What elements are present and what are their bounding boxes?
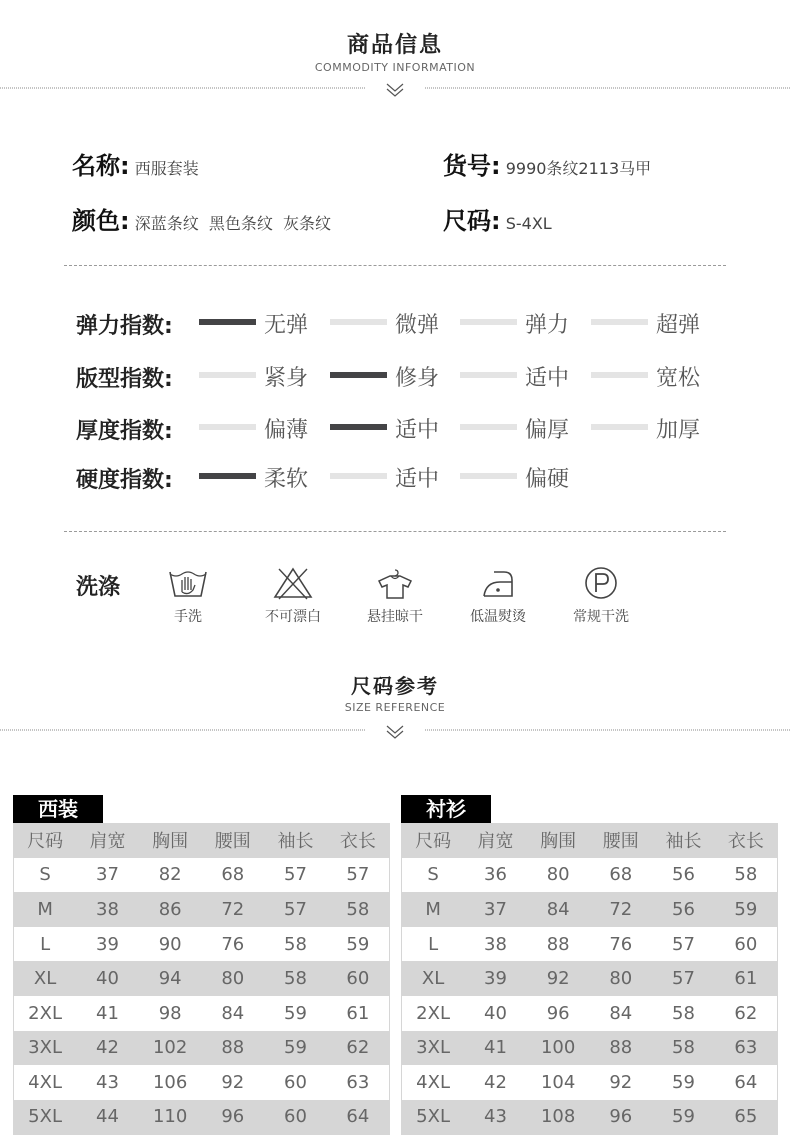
name-row xyxy=(72,146,199,181)
index-label: 硬度指数: xyxy=(76,468,173,493)
table-header-cell: 腰围 xyxy=(201,823,264,858)
table-cell: 4XL xyxy=(402,1065,465,1100)
table-cell: 41 xyxy=(76,996,139,1031)
no-bleach-icon xyxy=(271,566,315,600)
index-option: 紧身 xyxy=(264,366,309,391)
size-value: S-4XL xyxy=(505,214,552,233)
wash-item-low-iron xyxy=(453,566,543,626)
table-cell: 59 xyxy=(264,996,327,1031)
index-bar xyxy=(591,319,648,325)
table-cell: 43 xyxy=(76,1065,139,1100)
shirt-table-tag: 衬衫 xyxy=(401,795,491,823)
table-cell: 59 xyxy=(652,1100,715,1135)
wash-item-hang-dry xyxy=(350,566,440,626)
table-row xyxy=(402,1100,778,1135)
table-cell: 90 xyxy=(139,927,202,962)
table-cell: 62 xyxy=(715,996,778,1031)
table-cell: 60 xyxy=(715,927,778,962)
table-cell: 110 xyxy=(139,1100,202,1135)
table-row xyxy=(14,961,390,996)
table-header-cell: 袖长 xyxy=(652,823,715,858)
sku-label: 货号: xyxy=(443,152,501,180)
wash-label: 低温熨烫 xyxy=(470,609,526,625)
table-cell: 42 xyxy=(76,1031,139,1066)
low-iron-icon xyxy=(476,566,520,600)
commodity-section-title xyxy=(0,28,790,74)
table-header-cell: 尺码 xyxy=(402,823,465,858)
wash-label: 悬挂晾干 xyxy=(367,609,423,625)
table-cell: 94 xyxy=(139,961,202,996)
table-cell: 43 xyxy=(464,1100,527,1135)
table-cell: XL xyxy=(402,961,465,996)
table-cell: 92 xyxy=(527,961,590,996)
table-row xyxy=(402,961,778,996)
size-title-en: SIZE REFERENCE xyxy=(344,701,446,714)
index-option: 柔软 xyxy=(264,467,309,492)
table-cell: M xyxy=(402,892,465,927)
table-header-cell: 胸围 xyxy=(139,823,202,858)
size-row xyxy=(443,201,552,236)
table-cell: 63 xyxy=(327,1065,390,1100)
table-cell: 57 xyxy=(264,858,327,893)
table-cell: 80 xyxy=(589,961,652,996)
commodity-title-cn: 商品信息 xyxy=(346,33,443,58)
index-bar xyxy=(460,424,517,430)
section-divider xyxy=(0,80,790,100)
table-cell: 72 xyxy=(201,892,264,927)
table-cell: 5XL xyxy=(402,1100,465,1135)
index-bar-selected xyxy=(330,372,387,378)
table-cell: 38 xyxy=(464,927,527,962)
table-cell: 38 xyxy=(76,892,139,927)
table-cell: XL xyxy=(14,961,77,996)
sku-row xyxy=(443,146,651,181)
table-cell: L xyxy=(402,927,465,962)
table-cell: 61 xyxy=(715,961,778,996)
table-cell: 96 xyxy=(589,1100,652,1135)
table-cell: 58 xyxy=(652,996,715,1031)
table-header-cell: 衣长 xyxy=(327,823,390,858)
table-cell: 59 xyxy=(652,1065,715,1100)
size-title-cn: 尺码参考 xyxy=(351,674,439,698)
table-cell: 80 xyxy=(201,961,264,996)
table-row xyxy=(14,1100,390,1135)
table-cell: 108 xyxy=(527,1100,590,1135)
table-cell: 57 xyxy=(327,858,390,893)
table-cell: 72 xyxy=(589,892,652,927)
table-row xyxy=(402,1065,778,1100)
index-bar xyxy=(460,319,517,325)
table-cell: 96 xyxy=(527,996,590,1031)
table-cell: 68 xyxy=(589,858,652,893)
table-cell: 58 xyxy=(652,1031,715,1066)
table-cell: 102 xyxy=(139,1031,202,1066)
table-cell: 57 xyxy=(652,927,715,962)
table-cell: 59 xyxy=(715,892,778,927)
wash-item-hand-wash xyxy=(143,566,233,626)
table-cell: 60 xyxy=(264,1100,327,1135)
table-cell: 42 xyxy=(464,1065,527,1100)
table-cell: 58 xyxy=(264,927,327,962)
table-cell: 88 xyxy=(527,927,590,962)
table-row xyxy=(14,1065,390,1100)
table-cell: 60 xyxy=(327,961,390,996)
index-option: 微弹 xyxy=(395,313,440,338)
table-cell: 57 xyxy=(264,892,327,927)
index-option: 偏硬 xyxy=(525,467,570,492)
table-cell: 88 xyxy=(201,1031,264,1066)
index-label: 弹力指数: xyxy=(76,314,173,339)
table-cell: 56 xyxy=(652,892,715,927)
table-cell: 3XL xyxy=(402,1031,465,1066)
table-row xyxy=(14,1031,390,1066)
table-cell: 2XL xyxy=(14,996,77,1031)
index-label: 版型指数: xyxy=(76,367,173,392)
table-cell: S xyxy=(402,858,465,893)
index-option: 偏薄 xyxy=(264,418,309,443)
index-option: 适中 xyxy=(395,418,440,443)
table-cell: 2XL xyxy=(402,996,465,1031)
section-divider xyxy=(0,722,790,742)
index-bar xyxy=(460,372,517,378)
table-cell: 65 xyxy=(715,1100,778,1135)
index-bar xyxy=(591,424,648,430)
table-cell: 76 xyxy=(589,927,652,962)
sku-value: 9990条纹2113马甲 xyxy=(505,159,652,178)
table-cell: 61 xyxy=(327,996,390,1031)
table-cell: 88 xyxy=(589,1031,652,1066)
table-cell: 68 xyxy=(201,858,264,893)
table-header-cell: 肩宽 xyxy=(464,823,527,858)
table-header-row xyxy=(14,823,390,858)
index-option: 宽松 xyxy=(656,366,701,391)
table-cell: 36 xyxy=(464,858,527,893)
table-cell: 84 xyxy=(589,996,652,1031)
table-cell: 58 xyxy=(264,961,327,996)
table-cell: 100 xyxy=(527,1031,590,1066)
table-cell: 92 xyxy=(201,1065,264,1100)
index-bar xyxy=(199,372,256,378)
color-label: 颜色: xyxy=(72,207,130,235)
table-cell: M xyxy=(14,892,77,927)
wash-item-no-bleach xyxy=(248,566,338,626)
table-cell: 63 xyxy=(715,1031,778,1066)
dashed-divider xyxy=(64,265,726,266)
index-label: 厚度指数: xyxy=(76,419,173,444)
table-header-cell: 胸围 xyxy=(527,823,590,858)
table-cell: 84 xyxy=(201,996,264,1031)
table-cell: 84 xyxy=(527,892,590,927)
table-cell: 3XL xyxy=(14,1031,77,1066)
table-row xyxy=(402,996,778,1031)
size-label: 尺码: xyxy=(443,207,501,235)
name-label: 名称: xyxy=(72,152,130,180)
table-cell: 57 xyxy=(652,961,715,996)
index-option: 加厚 xyxy=(656,418,701,443)
index-option: 适中 xyxy=(525,366,570,391)
table-cell: 37 xyxy=(464,892,527,927)
table-cell: 76 xyxy=(201,927,264,962)
table-cell: 37 xyxy=(76,858,139,893)
color-value: 深蓝条纹 黑色条纹 灰条纹 xyxy=(134,214,332,233)
index-bar-selected xyxy=(330,424,387,430)
table-cell: 64 xyxy=(715,1065,778,1100)
hand-wash-icon xyxy=(166,566,210,600)
hang-dry-icon xyxy=(373,566,417,600)
index-option: 超弹 xyxy=(656,313,701,338)
dashed-divider xyxy=(64,531,726,532)
table-cell: 86 xyxy=(139,892,202,927)
table-cell: 41 xyxy=(464,1031,527,1066)
index-option: 偏厚 xyxy=(525,418,570,443)
table-cell: 44 xyxy=(76,1100,139,1135)
table-header-cell: 尺码 xyxy=(14,823,77,858)
table-row xyxy=(402,858,778,893)
index-option: 修身 xyxy=(395,366,440,391)
wash-title: 洗涤 xyxy=(76,575,121,600)
table-cell: 64 xyxy=(327,1100,390,1135)
color-row xyxy=(72,201,331,236)
index-bar xyxy=(591,372,648,378)
commodity-title-en: COMMODITY INFORMATION xyxy=(314,61,476,74)
table-row xyxy=(14,892,390,927)
table-header-cell: 肩宽 xyxy=(76,823,139,858)
table-row xyxy=(14,858,390,893)
index-bar-selected xyxy=(199,473,256,479)
table-cell: 40 xyxy=(464,996,527,1031)
suit-table-tag: 西装 xyxy=(13,795,103,823)
table-cell: 92 xyxy=(589,1065,652,1100)
table-row xyxy=(402,892,778,927)
table-row xyxy=(14,996,390,1031)
index-bar-selected xyxy=(199,319,256,325)
table-cell: 62 xyxy=(327,1031,390,1066)
table-header-cell: 衣长 xyxy=(715,823,778,858)
index-bar xyxy=(460,473,517,479)
table-cell: 56 xyxy=(652,858,715,893)
table-cell: 59 xyxy=(264,1031,327,1066)
index-bar xyxy=(330,473,387,479)
table-cell: 58 xyxy=(327,892,390,927)
table-cell: 104 xyxy=(527,1065,590,1100)
table-cell: 40 xyxy=(76,961,139,996)
table-cell: 82 xyxy=(139,858,202,893)
table-cell: 106 xyxy=(139,1065,202,1100)
dry-clean-p-icon xyxy=(579,566,623,600)
table-cell: 39 xyxy=(464,961,527,996)
wash-label: 手洗 xyxy=(174,609,202,625)
table-header-cell: 腰围 xyxy=(589,823,652,858)
table-cell: 98 xyxy=(139,996,202,1031)
table-cell: L xyxy=(14,927,77,962)
table-cell: 5XL xyxy=(14,1100,77,1135)
table-cell: 39 xyxy=(76,927,139,962)
index-bar xyxy=(199,424,256,430)
table-cell: 60 xyxy=(264,1065,327,1100)
table-cell: 58 xyxy=(715,858,778,893)
shirt-size-table xyxy=(401,823,778,1135)
wash-label: 常规干洗 xyxy=(573,609,629,625)
index-option: 适中 xyxy=(395,467,440,492)
table-cell: 96 xyxy=(201,1100,264,1135)
index-option: 无弹 xyxy=(264,313,309,338)
suit-size-table xyxy=(13,823,390,1135)
index-option: 弹力 xyxy=(525,313,570,338)
table-cell: S xyxy=(14,858,77,893)
table-row xyxy=(14,927,390,962)
table-cell: 4XL xyxy=(14,1065,77,1100)
name-value: 西服套装 xyxy=(134,159,199,178)
table-row xyxy=(402,927,778,962)
index-bar xyxy=(330,319,387,325)
table-row xyxy=(402,1031,778,1066)
wash-label: 不可漂白 xyxy=(265,609,321,625)
table-cell: 59 xyxy=(327,927,390,962)
wash-item-dry-clean xyxy=(556,566,646,626)
table-cell: 80 xyxy=(527,858,590,893)
size-section-title xyxy=(0,670,790,714)
table-header-row xyxy=(402,823,778,858)
table-header-cell: 袖长 xyxy=(264,823,327,858)
